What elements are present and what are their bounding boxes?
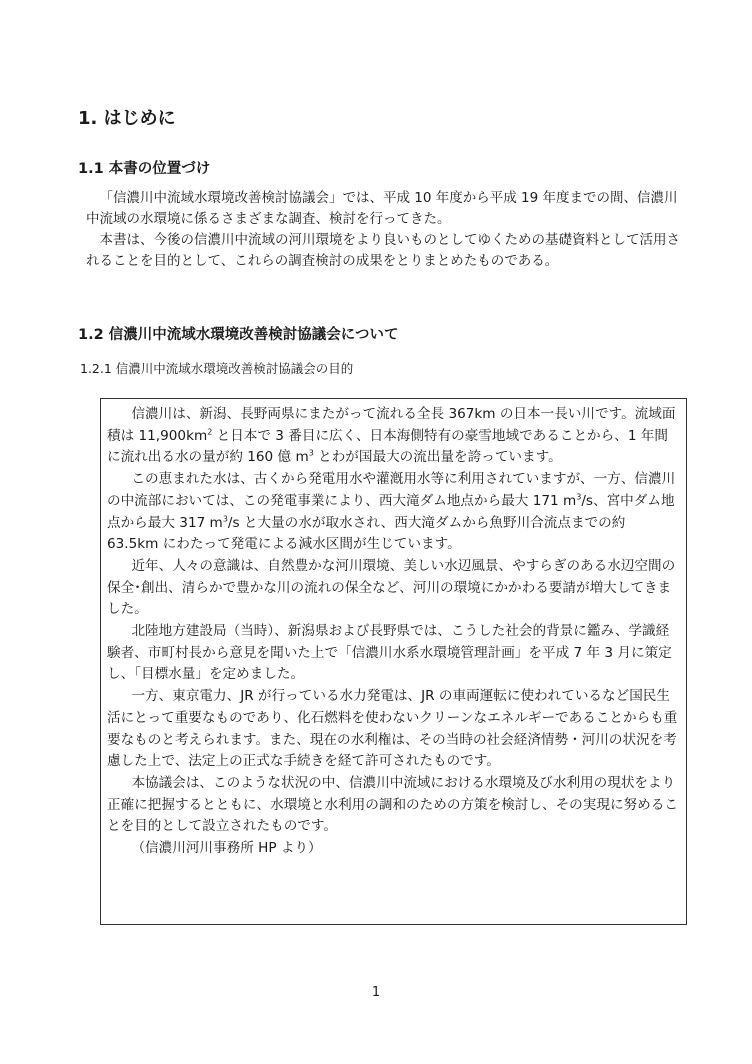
section-1-1-body bbox=[86, 188, 686, 272]
quote-box bbox=[100, 398, 687, 925]
box-paragraph-1 bbox=[107, 404, 680, 469]
section-heading-1-2: 1.2 信濃川中流域水環境改善検討協議会について bbox=[78, 327, 399, 343]
source-note: （信濃川河川事務所 HP より） bbox=[131, 840, 322, 857]
box-paragraph-2 bbox=[107, 469, 680, 556]
page-number: 1 bbox=[371, 985, 381, 1000]
box-paragraph-5: 一方、東京電力、JR が行っている水力発電は、JR の車両運転に使われているなど国民生活にとって重要なものであり、化石燃料を使わないクリーンなエネルギーであることからも重要なものと考えられます。また、現在の水利権は、その当時の社会経済情勢・河川の状況を考慮した上で、法定上の正式な手続きを経て許可されたものです。 bbox=[107, 688, 678, 770]
subsection-heading-1-2-1: 1.2.1 信濃川中流域水環境改善検討協議会の目的 bbox=[80, 361, 354, 376]
text-span: この恵まれた水は、古くから発電用水や灌漑用水等に利用されていますが、一方、信濃川の中流部においては、この発電事業により、西大滝ダム地点から最大 171 m bbox=[107, 471, 676, 509]
superscript: 2 bbox=[207, 427, 213, 437]
text-span: 信濃川は、新潟、長野両県にまたがって流れる全長 367km の日本一長い川です。流域面積は 11,900km bbox=[107, 406, 676, 444]
superscript: 3 bbox=[222, 513, 228, 523]
box-paragraph-4: 北陸地方建設局（当時）、新潟県および長野県では、こうした社会的背景に鑑み、学識経験者、市町村長から意見を聞いた上で「信濃川水系水環境管理計画」を平成 7 年 3 月に策定し、「目標水量」を定めました。 bbox=[107, 623, 672, 683]
intro-paragraph: 本書は、今後の信濃川中流域の河川環境をより良いものとしてゆくための基礎資料として活用されることを目的として、これらの調査検討の成果をとりまとめたものである。 bbox=[86, 232, 680, 269]
box-paragraph-3: 近年、人々の意識は、自然豊かな河川環境、美しい水辺風景、やすらぎのある水辺空間の保全･創出、清らかで豊かな川の流れの保全など、河川の環境にかかわる要請が増大してきました。 bbox=[107, 557, 676, 618]
superscript: 3 bbox=[576, 492, 582, 502]
chapter-heading: 1. はじめに bbox=[78, 108, 176, 129]
text-span: と日本で 3 番目に広く、日本海側特有の豪雪地域であることから、1 年間に流れ出る水の量が約 160 億 m bbox=[107, 427, 668, 466]
text-span: とわが国最大の流出量を誇っています。 bbox=[313, 449, 562, 466]
text-span: /s と大量の水が取水され、西大滝ダムから魚野川合流点までの約 63.5km にわたって発電による減水区間が生じています。 bbox=[107, 514, 626, 553]
superscript: 3 bbox=[308, 448, 314, 458]
box-paragraph-6: 本協議会は、このような状況の中、信濃川中流域における水環境及び水利用の現状をより正確に把握するとともに、水環境と水利用の調和のための方策を検討し、その実現に努めることを目的として設立されたものです。 bbox=[107, 774, 678, 835]
text-span: /s、宮中ダム地点から最大 317 m bbox=[107, 492, 675, 531]
intro-paragraph: 「信濃川中流域水環境改善検討協議会」では、平成 10 年度から平成 19 年度までの間、信濃川中流域の水環境に係るさまざまな調査、検討を行ってきた。 bbox=[86, 190, 678, 227]
section-heading-1-1: 1.1 本書の位置づけ bbox=[78, 161, 211, 177]
